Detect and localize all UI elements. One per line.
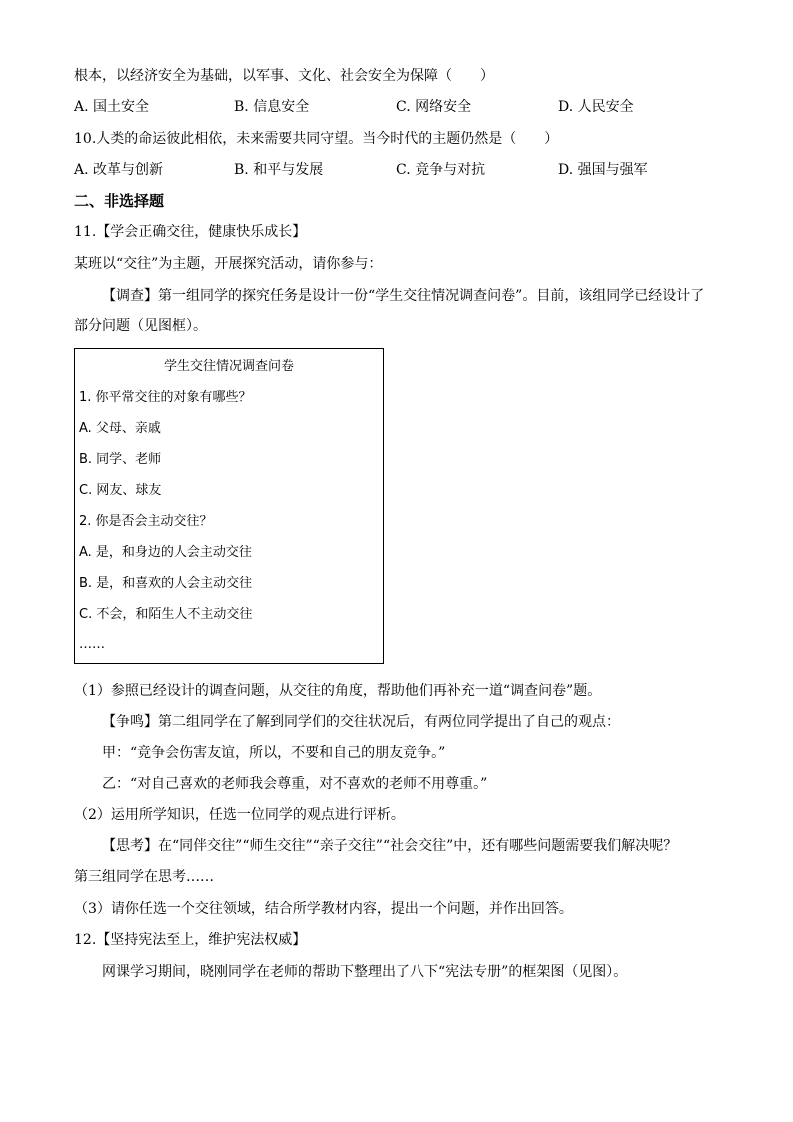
q11-survey-line1: 【调查】第一组同学的探究任务是设计一份“学生交往情况调查问卷”。目前，该组同学已经设计了 [102, 288, 705, 304]
survey-box-line: A. 父母、亲戚 [79, 421, 161, 436]
survey-box-line: 1. 你平常交往的对象有哪些？ [79, 390, 252, 405]
q10-stem: 10.人类的命运彼此相依，未来需要共同守望。当今时代的主题仍然是（ ） [74, 131, 559, 147]
q11-sub1: （1）参照已经设计的调查问题，从交往的角度，帮助他们再补充一道“调查问卷”题。 [74, 683, 602, 699]
survey-box-line: …… [79, 637, 105, 652]
q9-option-d: D. 人民安全 [558, 99, 634, 115]
q12-title: 12.【坚持宪法至上，维护宪法权威】 [74, 932, 307, 948]
q11-view-yi: 乙：“对自己喜欢的老师我会尊重，对不喜欢的老师不用尊重。” [102, 776, 488, 792]
q12-intro: 网课学习期间，晓刚同学在老师的帮助下整理出了八下“宪法专册”的框架图（见图）。 [102, 964, 628, 980]
survey-box-line: B. 是，和喜欢的人会主动交往 [79, 576, 253, 591]
q10-option-a: A. 改革与创新 [74, 162, 164, 178]
q11-sub2: （2）运用所学知识，任选一位同学的观点进行评析。 [74, 807, 405, 823]
q11-survey-line2: 部分问题（见图框）。 [74, 318, 207, 334]
q9-option-b: B. 信息安全 [234, 99, 310, 115]
q9-stem-tail: 根本，以经济安全为基础，以军事、文化、社会安全为保障（ ） [74, 68, 494, 84]
q11-think-line2: 第三组同学在思考…… [74, 869, 214, 885]
survey-box-line: A. 是，和身边的人会主动交往 [79, 545, 252, 560]
q10-option-d: D. 强国与强军 [558, 162, 648, 178]
q11-intro: 某班以“交往”为主题，开展探究活动，请你参与： [74, 256, 383, 272]
survey-box-line: B. 同学、老师 [79, 452, 162, 467]
q10-option-b: B. 和平与发展 [234, 162, 324, 178]
q11-sub3: （3）请你任选一个交往领域，结合所学教材内容，提出一个问题，并作出回答。 [74, 901, 573, 917]
q11-title: 11.【学会正确交往，健康快乐成长】 [74, 224, 307, 240]
survey-box-line: 2. 你是否会主动交往？ [79, 514, 213, 529]
section-heading: 二、非选择题 [74, 192, 165, 210]
survey-box-title: 学生交往情况调查问卷 [163, 359, 294, 374]
q9-option-a: A. 国土安全 [74, 99, 150, 115]
survey-box-line: C. 不会，和陌生人不主动交往 [79, 607, 253, 622]
survey-questionnaire-box [74, 348, 384, 664]
q10-option-c: C. 竞争与对抗 [396, 162, 486, 178]
q9-option-c: C. 网络安全 [396, 99, 472, 115]
q11-think-line1: 【思考】在“同伴交往”“师生交往”“亲子交往”“社会交往”中，还有哪些问题需要我们解决呢？ [102, 838, 678, 854]
q11-view-jia: 甲：“竞争会伤害友谊，所以，不要和自己的朋友竞争。” [102, 745, 446, 761]
survey-box-line: C. 网友、球友 [79, 483, 162, 498]
q11-debate: 【争鸣】第二组同学在了解到同学们的交往状况后，有两位同学提出了自己的观点： [102, 714, 620, 730]
